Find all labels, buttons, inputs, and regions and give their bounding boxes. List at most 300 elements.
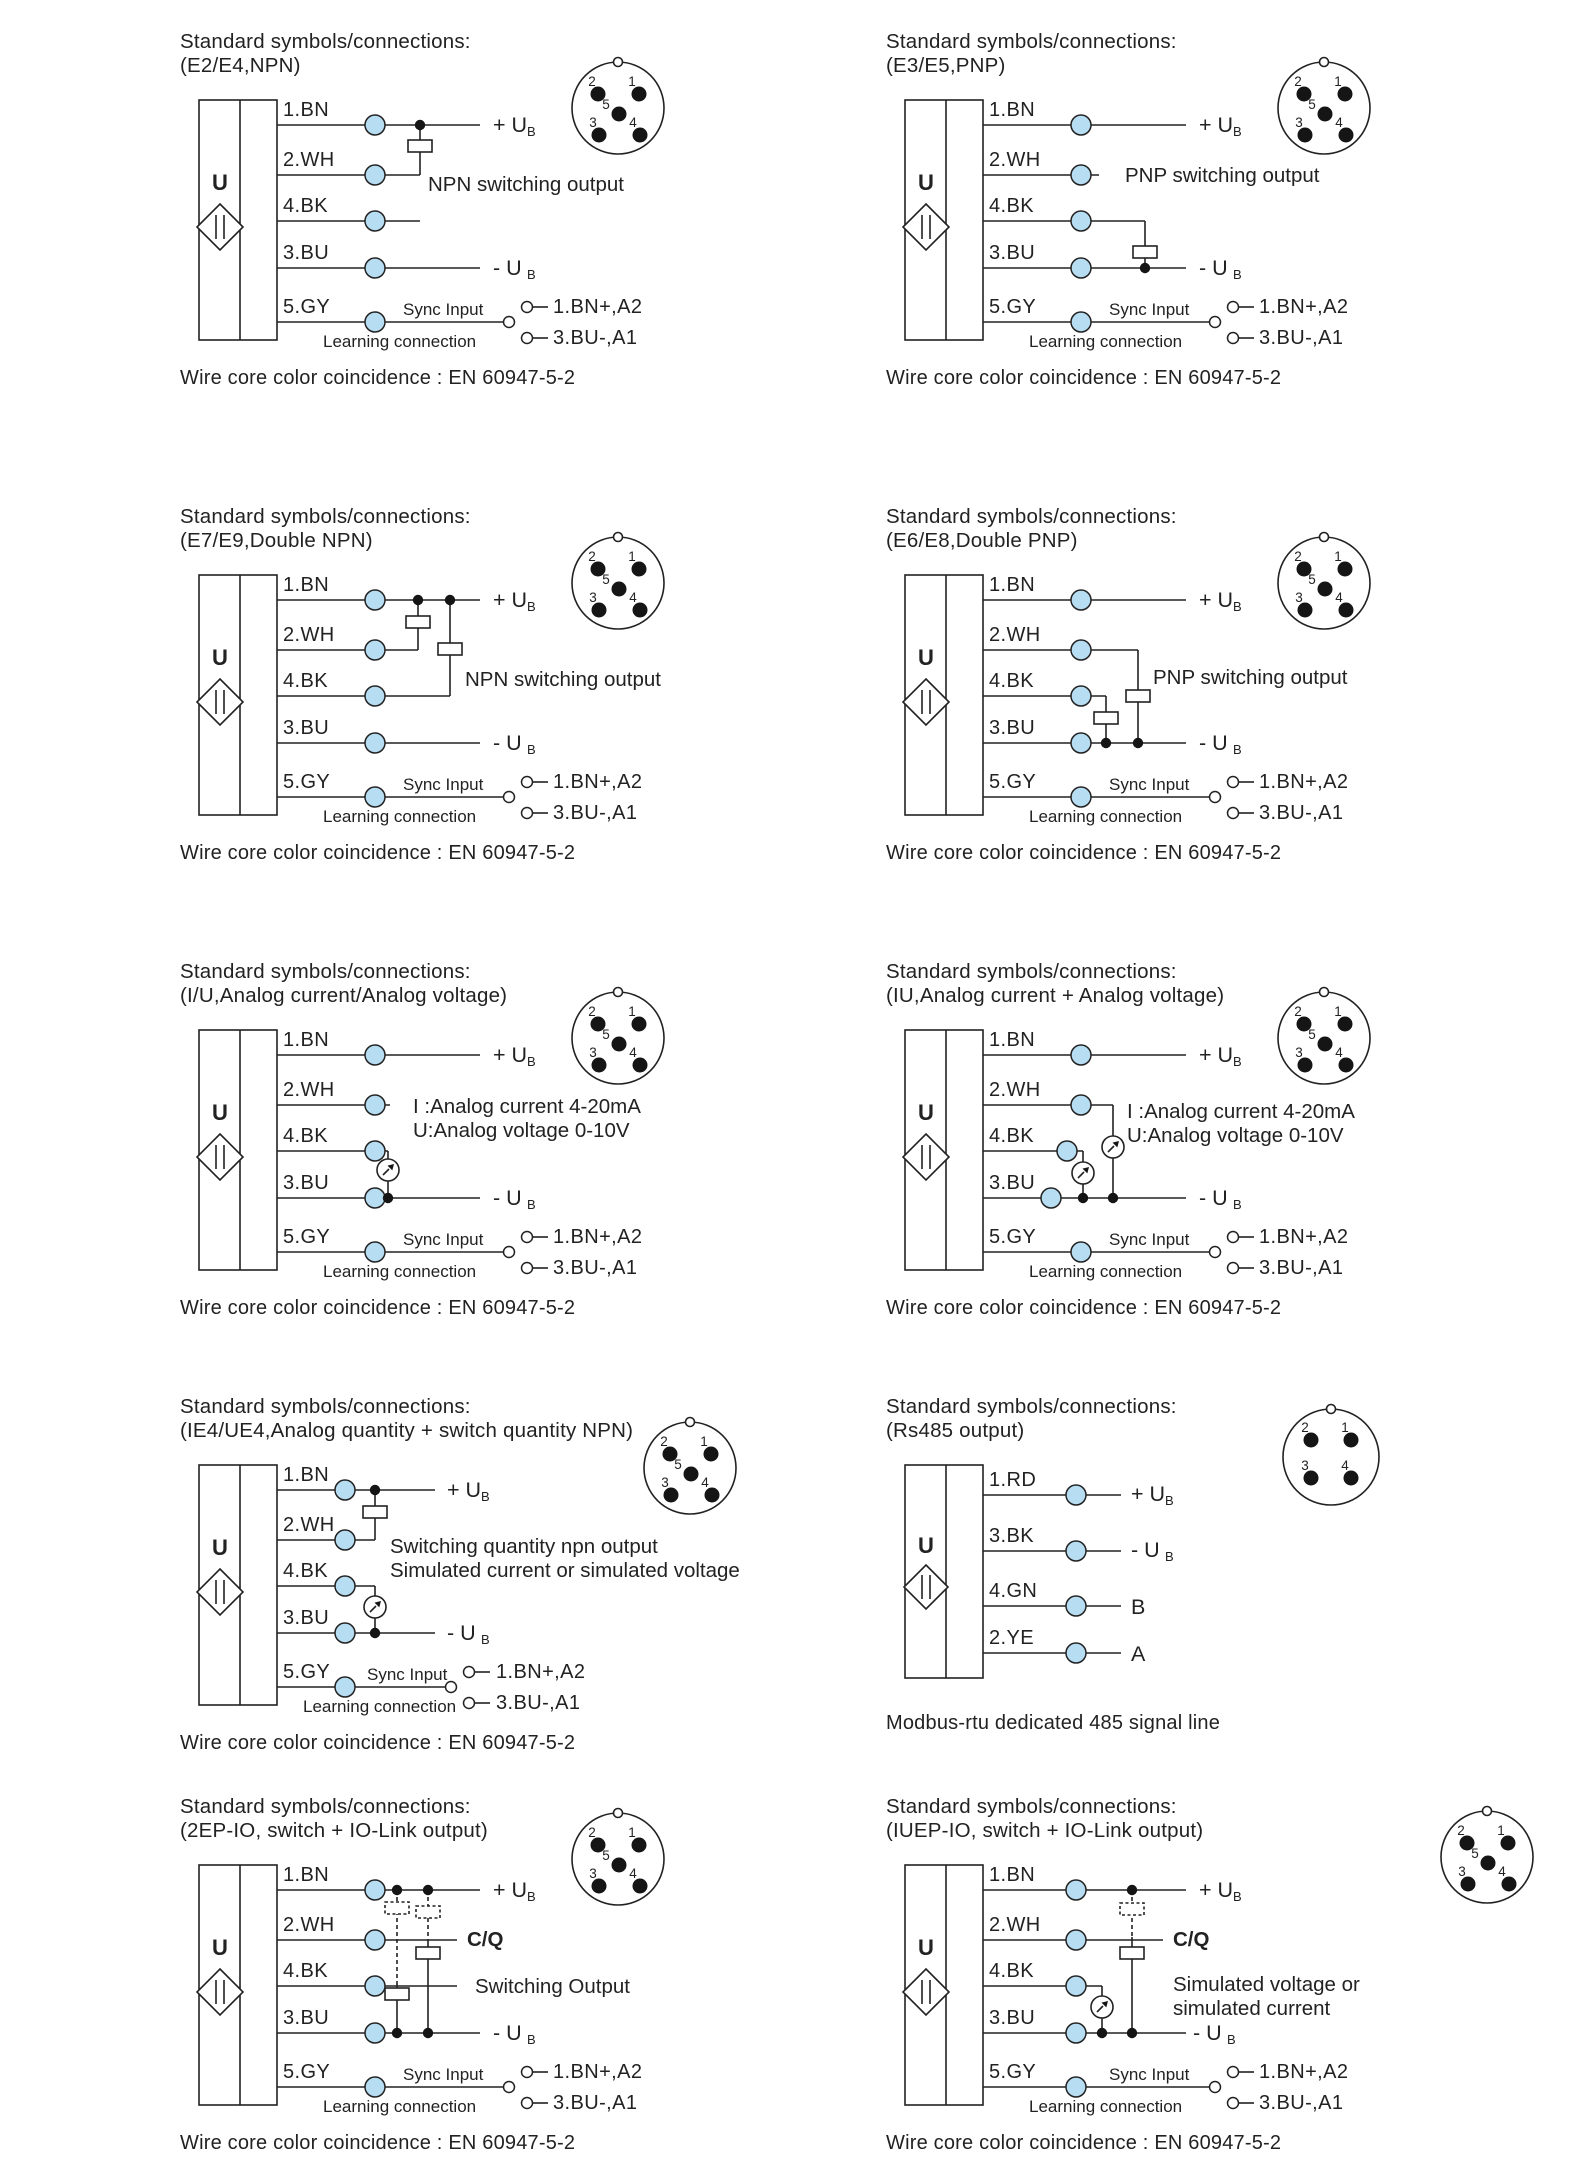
analog-voltage-annotation: U:Analog voltage 0-10V: [413, 1119, 630, 1142]
wire-label-4bk: 4.BK: [283, 1960, 328, 1982]
supply-plus-subscript: B: [527, 1054, 536, 1069]
footer-note: Wire core color coincidence : EN 60947-5-2: [886, 367, 1282, 389]
terminal-circle: [365, 312, 385, 332]
wire-label-4bk: 4.BK: [989, 1960, 1034, 1982]
sync-terminal-a1-label: 3.BU-,A1: [553, 2092, 638, 2114]
wire-5gy-sync: [983, 296, 1348, 351]
diagram-card-2ep-io: [135, 1795, 875, 2157]
pin-number-3: 3: [661, 1475, 669, 1490]
terminal-circle: [365, 590, 385, 610]
sensor-symbol: [903, 1030, 983, 1270]
footer-note: Wire core color coincidence : EN 60947-5-2: [180, 367, 576, 389]
diagram-subtitle: (E6/E8,Double PNP): [886, 529, 1078, 552]
supply-plus-label: + U: [493, 1043, 528, 1067]
junction-dot: [392, 2028, 402, 2038]
pin-number-5: 5: [602, 1848, 610, 1863]
diagram-card-e7-e9-double-npn: [135, 505, 875, 867]
pin-number-2: 2: [1294, 1004, 1302, 1019]
pin-number-3: 3: [589, 115, 597, 130]
rs485-line-b-label: B: [1131, 1595, 1146, 1619]
wire-label-5gy: 5.GY: [989, 1226, 1037, 1248]
supply-plus-label: + U: [1199, 113, 1234, 137]
sync-input-label: Sync Input: [367, 1665, 448, 1684]
terminal-circle: [1071, 733, 1091, 753]
sync-a1-terminal: [522, 333, 533, 344]
terminal-circle: [335, 1530, 355, 1550]
junction-dot: [370, 1485, 380, 1495]
supply-plus-subscript: B: [481, 1489, 490, 1504]
junction-dot: [445, 595, 455, 605]
sync-a2-terminal: [522, 302, 533, 313]
resistor-symbol: [1126, 690, 1150, 702]
terminal-circle: [365, 1976, 385, 1996]
wire-label-3bk: 3.BK: [989, 1525, 1034, 1547]
sensor-u-label: U: [918, 1935, 934, 1960]
pin-number-5: 5: [602, 97, 610, 112]
supply-minus-label: - U: [1199, 731, 1228, 755]
pin-number-5: 5: [602, 572, 610, 587]
diagram-title: Standard symbols/connections:: [180, 1795, 471, 1818]
wire-label-4bk: 4.BK: [283, 1125, 328, 1147]
rs485-line-a-label: A: [1131, 1642, 1146, 1666]
connector-pinout: [644, 1418, 736, 1515]
pin-number-3: 3: [1295, 590, 1303, 605]
junction-dot: [413, 595, 423, 605]
junction-dot: [383, 1193, 393, 1203]
wire-label-1bn: 1.BN: [989, 99, 1036, 121]
pin-number-2: 2: [588, 1004, 596, 1019]
terminal-circle: [1071, 686, 1091, 706]
footer-note: Wire core color coincidence : EN 60947-5-2: [886, 1297, 1282, 1319]
diagram-card-e6-e8-double-pnp: [841, 505, 1581, 867]
connector-pinout: [1441, 1807, 1533, 1904]
footer-note: Wire core color coincidence : EN 60947-5-2: [886, 2132, 1282, 2154]
terminal-circle: [1071, 115, 1091, 135]
terminal-circle: [1071, 165, 1091, 185]
sync-a1-terminal: [1228, 333, 1239, 344]
sync-terminal-a2-label: 1.BN+,A2: [1259, 771, 1349, 793]
pin-number-1: 1: [1497, 1823, 1505, 1838]
sync-terminal-a2-label: 1.BN+,A2: [553, 1226, 643, 1248]
wire-label-1bn: 1.BN: [283, 1029, 330, 1051]
supply-plus-subscript: B: [1233, 599, 1242, 614]
sync-a1-terminal: [522, 808, 533, 819]
sensor-symbol: [197, 575, 277, 815]
pin-number-1: 1: [1341, 1420, 1349, 1435]
footer-note: Wire core color coincidence : EN 60947-5-2: [180, 842, 576, 864]
terminal-circle: [1057, 1141, 1077, 1161]
sync-a2-terminal: [1228, 302, 1239, 313]
terminal-circle: [365, 733, 385, 753]
sync-input-label: Sync Input: [403, 775, 484, 794]
diagram-title: Standard symbols/connections:: [886, 30, 1177, 53]
footer-note: Wire core color coincidence : EN 60947-5-2: [180, 1297, 576, 1319]
connector-pinout: [1278, 58, 1370, 155]
wire-3bu: [277, 717, 536, 757]
terminal-circle: [1066, 2077, 1086, 2097]
supply-minus-label: - U: [1193, 2021, 1222, 2045]
diagram-subtitle: (IUEP-IO, switch + IO-Link output): [886, 1819, 1204, 1842]
wire-2ye: [983, 1627, 1146, 1666]
wire-label-4bk: 4.BK: [989, 195, 1034, 217]
terminal-circle: [1066, 1880, 1086, 1900]
output-annotation: NPN switching output: [428, 173, 624, 196]
connector-notch: [614, 988, 623, 997]
sync-terminal-a2-label: 1.BN+,A2: [553, 771, 643, 793]
supply-plus-subscript: B: [527, 124, 536, 139]
junction-dot: [392, 1885, 402, 1895]
meter-icon: [364, 1596, 386, 1618]
resistor-symbol: [408, 140, 432, 152]
sync-end-terminal: [504, 1247, 515, 1258]
pin-number-5: 5: [674, 1457, 682, 1472]
sensor-u-label: U: [212, 1100, 228, 1125]
sync-end-terminal: [1210, 317, 1221, 328]
junction-dot: [1127, 2028, 1137, 2038]
wire-label-1bn: 1.BN: [283, 574, 330, 596]
connector-pinout: [572, 533, 664, 630]
wire-5gy-sync: [277, 1661, 585, 1716]
terminal-circle: [1066, 1930, 1086, 1950]
sync-terminal-a2-label: 1.BN+,A2: [496, 1661, 586, 1683]
wire-1bn: [983, 1864, 1242, 1904]
resistor-symbol: [1133, 246, 1157, 258]
terminal-circle: [365, 1095, 385, 1115]
analog-voltage-annotation: U:Analog voltage 0-10V: [1127, 1124, 1344, 1147]
supply-minus-subscript: B: [527, 742, 536, 757]
diagram-subtitle: (E7/E9,Double NPN): [180, 529, 373, 552]
wire-label-3bu: 3.BU: [283, 1607, 330, 1629]
wire-1bn: [983, 99, 1242, 139]
sync-input-label: Sync Input: [1109, 300, 1190, 319]
diagram-title: Standard symbols/connections:: [886, 1795, 1177, 1818]
connector-pinout: [1283, 1405, 1379, 1506]
diagram-card-e2-e4-npn: [135, 30, 875, 392]
pin-number-1: 1: [628, 1004, 636, 1019]
terminal-circle: [365, 165, 385, 185]
wire-label-4bk: 4.BK: [989, 670, 1034, 692]
footer-note: Modbus-rtu dedicated 485 signal line: [886, 1712, 1221, 1734]
diagram-subtitle: (I/U,Analog current/Analog voltage): [180, 984, 508, 1007]
terminal-circle: [365, 258, 385, 278]
sync-input-label: Sync Input: [403, 300, 484, 319]
wire-4gn: [983, 1580, 1145, 1619]
terminal-circle: [365, 1930, 385, 1950]
sync-terminal-a2-label: 1.BN+,A2: [1259, 1226, 1349, 1248]
wire-label-3bu: 3.BU: [989, 1172, 1036, 1194]
supply-minus-subscript: B: [481, 1632, 490, 1647]
wire-2wh: [983, 1914, 1210, 1951]
cq-annotation: C/Q: [467, 1928, 504, 1951]
sync-terminal-a1-label: 3.BU-,A1: [1259, 1257, 1344, 1279]
supply-plus-label: + U: [447, 1478, 482, 1502]
connector-notch: [1320, 533, 1329, 542]
supply-plus-subscript: B: [527, 599, 536, 614]
footer-note: Wire core color coincidence : EN 60947-5-2: [886, 842, 1282, 864]
wire-label-2wh: 2.WH: [283, 1914, 335, 1936]
wire-label-2wh: 2.WH: [283, 1514, 335, 1536]
sync-a2-terminal: [522, 1232, 533, 1243]
resistor-symbol: [385, 1988, 409, 2000]
junction-dot: [1097, 2028, 1107, 2038]
wire-label-1bn: 1.BN: [283, 1464, 330, 1486]
diagram-subtitle: (2EP-IO, switch + IO-Link output): [180, 1819, 488, 1842]
sync-a2-terminal: [1228, 777, 1239, 788]
pin-number-5: 5: [602, 1027, 610, 1042]
wire-label-4gn: 4.GN: [989, 1580, 1038, 1602]
meter-icon: [377, 1159, 399, 1181]
analog-output-annotation-1: Simulated voltage or: [1173, 1973, 1360, 1996]
learning-connection-label: Learning connection: [323, 332, 477, 351]
wire-1bn: [983, 1029, 1242, 1069]
wire-2wh: [983, 149, 1320, 187]
resistor-symbol: [1094, 712, 1118, 724]
junction-dot: [1108, 1193, 1118, 1203]
pin-number-2: 2: [1294, 74, 1302, 89]
learning-connection-label: Learning connection: [303, 1697, 457, 1716]
iolink-branch-left: [385, 1890, 409, 2033]
diagram-title: Standard symbols/connections:: [180, 1395, 471, 1418]
wire-1bn: [983, 574, 1242, 614]
supply-plus-subscript: B: [1233, 124, 1242, 139]
diagram-title: Standard symbols/connections:: [886, 1395, 1177, 1418]
terminal-circle: [1041, 1188, 1061, 1208]
terminal-circle: [365, 1045, 385, 1065]
wire-label-1bn: 1.BN: [283, 1864, 330, 1886]
diagram-card-iuep-io: [841, 1795, 1581, 2157]
switch-output-annotation: Switching quantity npn output: [390, 1535, 658, 1558]
pin-number-4: 4: [1335, 590, 1343, 605]
supply-plus-label: + U: [493, 1878, 528, 1902]
connector-pinout: [1278, 533, 1370, 630]
wire-label-3bu: 3.BU: [989, 242, 1036, 264]
diagram-subtitle: (E2/E4,NPN): [180, 54, 301, 77]
sync-a1-terminal: [464, 1698, 475, 1709]
sync-input-label: Sync Input: [1109, 1230, 1190, 1249]
iolink-branch: [1120, 1890, 1144, 2033]
sensor-symbol: [197, 1030, 277, 1270]
junction-dot: [1140, 263, 1150, 273]
terminal-circle: [1071, 1095, 1091, 1115]
sensor-symbol: [903, 100, 983, 340]
sensor-symbol: [904, 1465, 983, 1678]
sync-end-terminal: [446, 1682, 457, 1693]
wire-label-2wh: 2.WH: [989, 1914, 1041, 1936]
wire-label-5gy: 5.GY: [989, 2061, 1037, 2083]
pin-number-2: 2: [588, 74, 596, 89]
sync-end-terminal: [1210, 1247, 1221, 1258]
resistor-symbol: [1120, 1947, 1144, 1959]
wire-5gy-sync: [277, 1226, 642, 1281]
junction-dot: [370, 1628, 380, 1638]
diagram-card-iu-analog-plus: [841, 960, 1581, 1322]
diagram-card-e3-e5-pnp: [841, 30, 1581, 392]
wire-label-5gy: 5.GY: [989, 771, 1037, 793]
diagram-title: Standard symbols/connections:: [886, 505, 1177, 528]
wire-label-1bn: 1.BN: [989, 1864, 1036, 1886]
connector-pinout: [572, 1809, 664, 1906]
wire-label-5gy: 5.GY: [283, 771, 331, 793]
wire-1bn: [277, 1864, 536, 1904]
wire-label-5gy: 5.GY: [989, 296, 1037, 318]
supply-minus-subscript: B: [527, 1197, 536, 1212]
sync-input-label: Sync Input: [1109, 775, 1190, 794]
terminal-circle: [1066, 1485, 1086, 1505]
pin-number-1: 1: [628, 74, 636, 89]
supply-minus-label: - U: [1131, 1538, 1160, 1562]
supply-minus-label: - U: [493, 256, 522, 280]
sensor-u-label: U: [212, 645, 228, 670]
supply-minus-subscript: B: [1233, 742, 1242, 757]
wire-5gy-sync: [983, 2061, 1348, 2116]
learning-connection-label: Learning connection: [323, 807, 477, 826]
diagram-subtitle: (IE4/UE4,Analog quantity + switch quantity NPN): [180, 1419, 634, 1442]
learning-connection-label: Learning connection: [1029, 2097, 1183, 2116]
wire-3bk: [983, 1525, 1174, 1564]
sync-input-label: Sync Input: [403, 1230, 484, 1249]
connector-notch: [1327, 1405, 1336, 1414]
terminal-circle: [1066, 1643, 1086, 1663]
sync-terminal-a1-label: 3.BU-,A1: [553, 1257, 638, 1279]
sensor-u-label: U: [918, 170, 934, 195]
terminal-circle: [335, 1576, 355, 1596]
learning-connection-label: Learning connection: [1029, 1262, 1183, 1281]
terminal-circle: [1071, 640, 1091, 660]
wire-label-5gy: 5.GY: [283, 1661, 331, 1683]
terminal-circle: [365, 2023, 385, 2043]
pin-number-2: 2: [588, 549, 596, 564]
supply-plus-subscript: B: [1233, 1054, 1242, 1069]
learning-connection-label: Learning connection: [1029, 332, 1183, 351]
terminal-circle: [365, 211, 385, 231]
sync-a2-terminal: [522, 2067, 533, 2078]
pin-number-4: 4: [1335, 115, 1343, 130]
connector-notch: [686, 1418, 695, 1427]
terminal-circle: [1066, 2023, 1086, 2043]
supply-plus-label: + U: [493, 113, 528, 137]
resistor-symbol-dashed: [1120, 1903, 1144, 1915]
supply-minus-subscript: B: [1227, 2032, 1236, 2047]
learning-connection-label: Learning connection: [1029, 807, 1183, 826]
sync-a1-terminal: [522, 2098, 533, 2109]
terminal-circle: [365, 1880, 385, 1900]
diagram-title: Standard symbols/connections:: [180, 30, 471, 53]
pin-number-1: 1: [1334, 549, 1342, 564]
supply-minus-subscript: B: [527, 2032, 536, 2047]
wire-label-2ye: 2.YE: [989, 1627, 1034, 1649]
wire-3bu: [277, 1172, 536, 1212]
footer-note: Wire core color coincidence : EN 60947-5-2: [180, 2132, 576, 2154]
junction-dot: [1101, 738, 1111, 748]
pin-number-3: 3: [1301, 1458, 1309, 1473]
wire-label-2wh: 2.WH: [283, 1079, 335, 1101]
pin-number-3: 3: [1295, 115, 1303, 130]
pin-number-1: 1: [628, 1825, 636, 1840]
junction-dot: [1127, 1885, 1137, 1895]
wire-label-2wh: 2.WH: [283, 624, 335, 646]
wire-label-5gy: 5.GY: [283, 2061, 331, 2083]
wire-3bu: [983, 242, 1242, 282]
junction-dot: [415, 120, 425, 130]
wire-2wh: [277, 624, 418, 660]
sensor-symbol: [903, 1865, 983, 2105]
sync-terminal-a1-label: 3.BU-,A1: [1259, 802, 1344, 824]
junction-dot: [1133, 738, 1143, 748]
analog-output-annotation-2: simulated current: [1173, 1997, 1331, 2020]
sync-terminal-a2-label: 1.BN+,A2: [553, 296, 643, 318]
sync-end-terminal: [1210, 2082, 1221, 2093]
wire-4bk: [277, 1960, 630, 1998]
wire-label-1bn: 1.BN: [283, 99, 330, 121]
sensor-u-label: U: [212, 1935, 228, 1960]
sensor-u-label: U: [918, 1533, 934, 1558]
sync-terminal-a1-label: 3.BU-,A1: [496, 1692, 581, 1714]
pin-number-1: 1: [1334, 74, 1342, 89]
output-annotation: PNP switching output: [1125, 164, 1320, 187]
supply-minus-subscript: B: [1233, 267, 1242, 282]
resistor-symbol: [438, 643, 462, 655]
wire-label-1bn: 1.BN: [989, 574, 1036, 596]
wire-label-4bk: 4.BK: [283, 195, 328, 217]
supply-minus-label: - U: [1199, 1186, 1228, 1210]
wire-label-5gy: 5.GY: [283, 1226, 331, 1248]
connector-notch: [614, 533, 623, 542]
pin-number-4: 4: [1498, 1864, 1506, 1879]
terminal-circle: [1071, 1242, 1091, 1262]
pin-number-2: 2: [1294, 549, 1302, 564]
sync-a1-terminal: [522, 1263, 533, 1274]
sync-input-label: Sync Input: [403, 2065, 484, 2084]
terminal-circle: [335, 1677, 355, 1697]
terminal-circle: [1071, 1045, 1091, 1065]
wire-5gy-sync: [983, 1226, 1348, 1281]
pin-number-2: 2: [588, 1825, 596, 1840]
wire-2wh: [277, 149, 624, 196]
wire-label-3bu: 3.BU: [283, 717, 330, 739]
diagram-title: Standard symbols/connections:: [886, 960, 1177, 983]
sensor-symbol: [197, 1865, 277, 2105]
sync-end-terminal: [504, 317, 515, 328]
terminal-circle: [365, 640, 385, 660]
analog-output-annotation: Simulated current or simulated voltage: [390, 1559, 740, 1582]
pin-number-3: 3: [1458, 1864, 1466, 1879]
connector-pinout: [572, 58, 664, 155]
diagram-card-rs485: [841, 1395, 1581, 1757]
sync-terminal-a2-label: 1.BN+,A2: [553, 2061, 643, 2083]
connector-notch: [1320, 58, 1329, 67]
learning-connection-label: Learning connection: [323, 2097, 477, 2116]
wire-5gy-sync: [277, 296, 642, 351]
sync-a1-terminal: [1228, 1263, 1239, 1274]
pin-number-1: 1: [700, 1434, 708, 1449]
junction-dot: [423, 1885, 433, 1895]
wire-label-2wh: 2.WH: [989, 624, 1041, 646]
connector-notch: [1320, 988, 1329, 997]
sync-a2-terminal: [1228, 1232, 1239, 1243]
pin-number-4: 4: [1335, 1045, 1343, 1060]
terminal-circle: [365, 1242, 385, 1262]
connector-notch: [614, 58, 623, 67]
wire-1rd: [983, 1469, 1174, 1508]
analog-current-annotation: I :Analog current 4-20mA: [1127, 1100, 1355, 1123]
diagram-title: Standard symbols/connections:: [180, 505, 471, 528]
pin-number-1: 1: [628, 549, 636, 564]
supply-minus-label: - U: [447, 1621, 476, 1645]
wire-label-3bu: 3.BU: [989, 2007, 1036, 2029]
wire-1bn: [277, 1029, 536, 1069]
cq-annotation: C/Q: [1173, 1928, 1210, 1951]
wire-label-4bk: 4.BK: [283, 1560, 328, 1582]
